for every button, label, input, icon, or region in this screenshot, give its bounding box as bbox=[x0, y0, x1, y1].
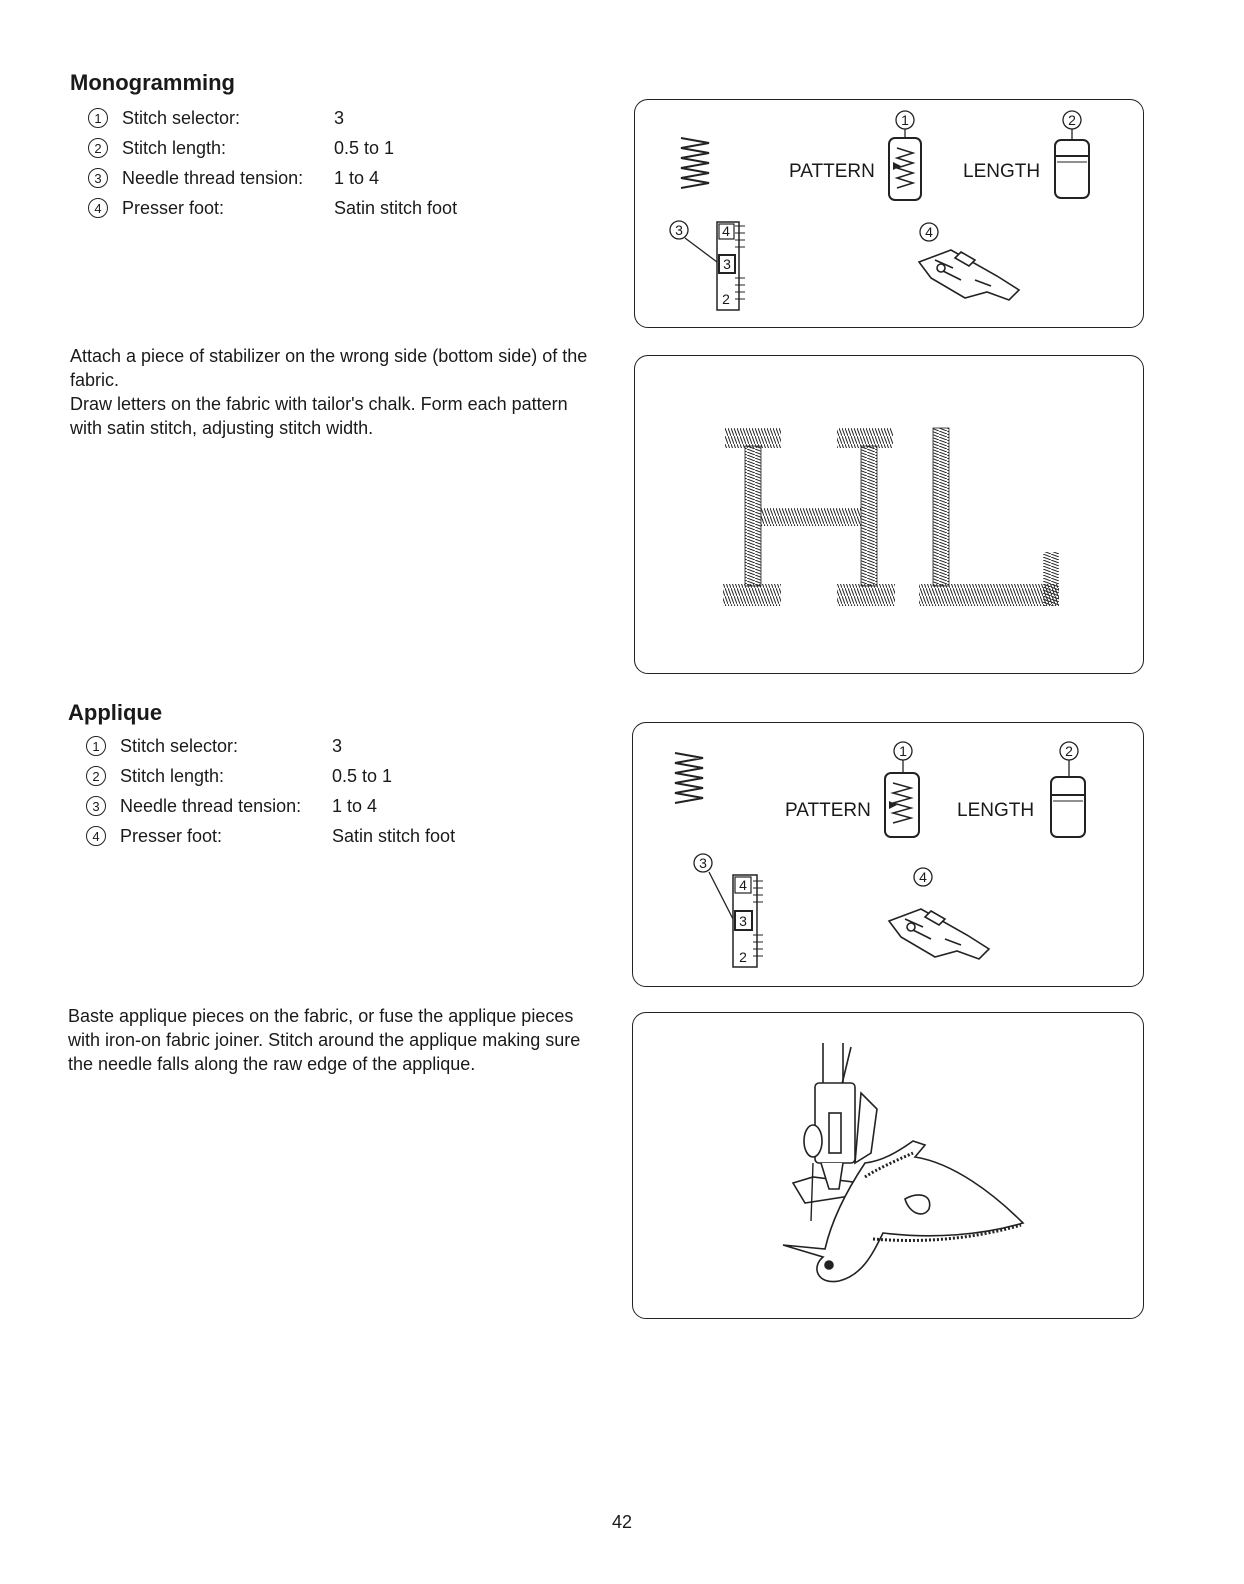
spec-value: 3 bbox=[334, 108, 345, 128]
svg-text:4: 4 bbox=[739, 877, 747, 893]
spec-label: Stitch selector: bbox=[122, 108, 241, 128]
spec-value: 3 bbox=[332, 736, 343, 756]
spec-row bbox=[88, 163, 457, 193]
svg-text:4: 4 bbox=[925, 224, 933, 240]
pattern-knob-icon bbox=[885, 773, 919, 837]
callout-number: 4 bbox=[88, 198, 108, 218]
pattern-label: PATTERN bbox=[789, 161, 875, 182]
spec-row bbox=[88, 103, 457, 133]
svg-text:1: 1 bbox=[899, 743, 907, 759]
spec-label: Presser foot: bbox=[122, 198, 225, 218]
callout-3-icon bbox=[670, 221, 688, 239]
svg-text:3: 3 bbox=[739, 913, 747, 929]
callout-number: 2 bbox=[88, 138, 108, 158]
callout-3-icon bbox=[694, 854, 712, 872]
length-label: LENGTH bbox=[963, 161, 1041, 182]
callout-1-icon bbox=[894, 742, 912, 760]
spec-label: Needle thread tension: bbox=[122, 168, 304, 188]
satin-stitch-foot-icon bbox=[889, 909, 989, 959]
monogramming-spec-list bbox=[88, 103, 457, 223]
spec-value: 1 to 4 bbox=[332, 796, 378, 816]
callout-2-icon bbox=[1063, 111, 1081, 129]
page-number: 42 bbox=[611, 1512, 633, 1532]
svg-text:2: 2 bbox=[1065, 743, 1073, 759]
applique-bird-illustration bbox=[633, 1013, 1144, 1319]
callout-4-icon bbox=[920, 223, 938, 241]
pattern-label: PATTERN bbox=[785, 800, 871, 821]
spec-value: 0.5 to 1 bbox=[332, 766, 393, 786]
satin-stitch-hl-illustration bbox=[635, 356, 1144, 674]
spec-row bbox=[86, 821, 455, 851]
spec-label: Stitch length: bbox=[120, 766, 225, 786]
svg-text:1: 1 bbox=[901, 112, 909, 128]
callout-2-icon bbox=[1060, 742, 1078, 760]
spec-value: Satin stitch foot bbox=[334, 198, 458, 218]
callout-4-icon bbox=[914, 868, 932, 886]
applique-instruction: Baste applique pieces on the fabric, or fuse the applique pieces with iron-on fabric joiner. Stitch around the applique making sure the needle falls along the raw edge of the applique. bbox=[68, 1006, 581, 1074]
svg-text:3: 3 bbox=[723, 256, 731, 272]
spec-value: 0.5 to 1 bbox=[334, 138, 395, 158]
svg-text:4: 4 bbox=[722, 223, 730, 239]
applique-settings-panel bbox=[632, 722, 1144, 987]
svg-text:2: 2 bbox=[739, 949, 747, 965]
spec-row bbox=[86, 791, 455, 821]
callout-number: 2 bbox=[86, 766, 106, 786]
satin-stitch-foot-icon bbox=[919, 250, 1019, 300]
svg-text:2: 2 bbox=[722, 291, 730, 307]
spec-value: Satin stitch foot bbox=[332, 826, 456, 846]
applique-illustration-panel bbox=[632, 1012, 1144, 1319]
spec-row bbox=[86, 731, 455, 761]
applique-spec-list bbox=[86, 731, 455, 851]
pattern-knob-icon bbox=[889, 138, 921, 200]
spec-label: Presser foot: bbox=[120, 826, 223, 846]
tension-dial-icon bbox=[733, 875, 763, 967]
callout-number: 1 bbox=[88, 108, 108, 128]
tension-dial-icon bbox=[717, 222, 745, 310]
monogramming-settings-panel bbox=[634, 99, 1144, 328]
callout-number: 4 bbox=[86, 826, 106, 846]
length-label: LENGTH bbox=[957, 800, 1035, 821]
spec-label: Stitch length: bbox=[122, 138, 227, 158]
monogram-hl-panel bbox=[634, 355, 1144, 674]
spec-row bbox=[86, 761, 455, 791]
zigzag-stitch-icon bbox=[681, 138, 709, 188]
length-knob-icon bbox=[1055, 140, 1089, 198]
spec-row bbox=[88, 133, 457, 163]
monogramming-instruction-2: Draw letters on the fabric with tailor's chalk. Form each pattern with satin stitch, adjusting stitch width. bbox=[70, 394, 568, 438]
callout-number: 1 bbox=[86, 736, 106, 756]
callout-number: 3 bbox=[86, 796, 106, 816]
svg-text:4: 4 bbox=[919, 869, 927, 885]
svg-text:3: 3 bbox=[699, 855, 707, 871]
spec-label: Needle thread tension: bbox=[120, 796, 302, 816]
monogramming-instruction-1: Attach a piece of stabilizer on the wrong side (bottom side) of the fabric. bbox=[70, 346, 588, 390]
length-knob-icon bbox=[1051, 777, 1085, 837]
callout-1-icon bbox=[896, 111, 914, 129]
svg-text:3: 3 bbox=[675, 222, 683, 238]
spec-value: 1 to 4 bbox=[334, 168, 380, 188]
zigzag-stitch-icon bbox=[675, 753, 703, 803]
spec-row bbox=[88, 193, 457, 223]
spec-label: Stitch selector: bbox=[120, 736, 239, 756]
applique-title: Applique bbox=[68, 700, 163, 725]
callout-number: 3 bbox=[88, 168, 108, 188]
monogramming-title: Monogramming bbox=[70, 70, 235, 95]
svg-text:2: 2 bbox=[1068, 112, 1076, 128]
